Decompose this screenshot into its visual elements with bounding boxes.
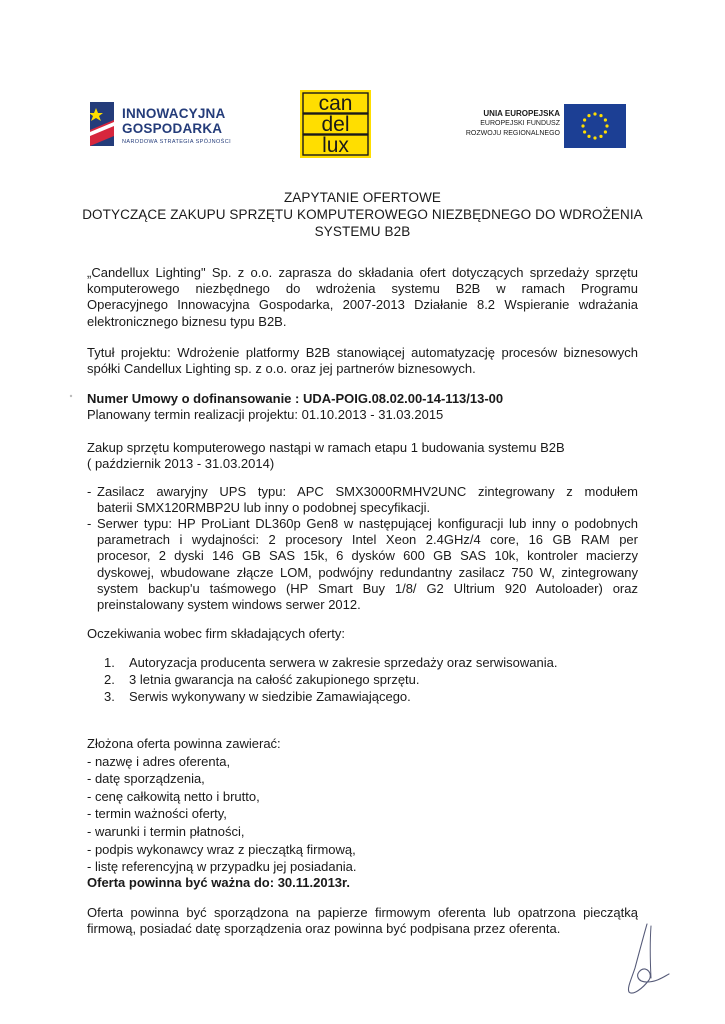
ig-line2: GOSPODARKA (122, 121, 223, 136)
innowacyjna-gospodarka-logo (90, 100, 270, 150)
expectation-num: 2. (104, 672, 115, 687)
title-line2: DOTYCZĄCE ZAKUPU SPRZĘTU KOMPUTEROWEGO NIEZBĘDNEGO DO WDROŻENIA (82, 207, 643, 222)
expectations-heading: Oczekiwania wobec firm składających oferty: (87, 626, 345, 641)
candellux-logo (300, 90, 371, 158)
equipment-item-server (87, 516, 638, 613)
candellux-row1: can (318, 92, 353, 115)
candellux-row3: lux (322, 134, 349, 157)
ue-line1: UNIA EUROPEJSKA (483, 109, 560, 118)
offer-item: - termin ważności oferty, (87, 806, 227, 822)
project-title-line: Tytuł projektu: Wdrożenie platformy B2B stanowiącej automatyzację procesów biznesowych (87, 345, 638, 360)
offer-item: - listę referencyjną w przypadku jej posiadania. (87, 859, 357, 875)
expectation-item (104, 654, 584, 671)
expectation-item (104, 688, 584, 705)
bullet-dash: - (87, 516, 92, 531)
purchase-line: ( październik 2013 - 31.03.2014) (87, 456, 275, 472)
item-line: Serwer typu: HP ProLiant DL360p Gen8 w następującej konfiguracji lub inny o podobnych (97, 516, 638, 531)
candellux-logo-mark (300, 90, 371, 158)
document-title (0, 189, 725, 240)
purchase-paragraph (87, 440, 638, 472)
item-line: system backup'u taśmowego (HP Smart Buy 1/8/ G2 Ultrium 920 Autoloader) oraz (97, 580, 638, 596)
title-line3: SYSTEMU B2B (314, 224, 411, 239)
eu-flag-icon (564, 104, 626, 148)
closing-line: firmową, posiadać datę sporządzenia oraz powinna być podpisana przez oferenta. (87, 921, 561, 937)
purchase-line: Zakup sprzętu komputerowego nastąpi w ramach etapu 1 budowania systemu B2B (87, 440, 565, 455)
item-line: baterii SMX120RMBP2U lub inny o podobnej specyfikacji. (97, 500, 431, 516)
ue-line3: ROZWOJU REGIONALNEGO (465, 130, 560, 137)
innowacyjna-flag-icon (90, 102, 114, 146)
item-line: preinstalowany system windows serwer 2012. (97, 597, 361, 613)
bullet-dash: - (87, 484, 92, 499)
intro-line: komputerowego niezbędnego do wdrożenia systemu B2B w ramach Programu (87, 281, 638, 297)
unia-europejska-logo (440, 104, 626, 148)
expectation-num: 1. (104, 655, 115, 670)
expectation-text: Serwis wykonywany w siedzibie Zamawiającego. (129, 689, 411, 704)
ig-line1: INNOWACYJNA (122, 106, 226, 121)
expectation-item (104, 671, 584, 688)
expectations-list (104, 654, 584, 705)
contract-term: Planowany termin realizacji projektu: 01.10.2013 - 31.03.2015 (87, 407, 444, 423)
ue-line2: EUROPEJSKI FUNDUSZ (480, 120, 560, 127)
expectation-text: Autoryzacja producenta serwera w zakresie sprzedaży oraz serwisowania. (129, 655, 558, 670)
handwritten-signature (617, 918, 672, 998)
intro-paragraph (87, 265, 638, 330)
expectation-num: 3. (104, 689, 115, 704)
project-title-paragraph (87, 345, 638, 377)
item-line: Zasilacz awaryjny UPS typu: APC SMX3000RMHV2UNC zintegrowany z modułem (97, 484, 638, 499)
title-line1: ZAPYTANIE OFERTOWE (283, 190, 442, 205)
expectation-text: 3 letnia gwarancja na całość zakupionego sprzętu. (129, 672, 420, 687)
offer-contents (87, 735, 638, 876)
offer-item: - warunki i termin płatności, (87, 823, 245, 839)
candellux-row2: del (321, 113, 350, 136)
offer-item: - cenę całkowitą netto i brutto, (87, 788, 260, 804)
contract-number: Numer Umowy o dofinansowanie : UDA-POIG.08.02.00-14-113/13-00 (87, 391, 504, 406)
offer-item: - datę sporządzenia, (87, 771, 205, 787)
closing-paragraph (87, 905, 638, 937)
offer-item: - nazwę i adres oferenta, (87, 753, 231, 769)
offer-item: - podpis wykonawcy wraz z pieczątką firmową, (87, 841, 356, 857)
intro-line: Operacyjnego Innowacyjna Gospodarka, 2007-2013 Działanie 8.2 Wspieranie wdrażania (87, 297, 638, 313)
intro-line: „Candellux Lighting" Sp. z o.o. zaprasza do składania ofert dotyczących sprzedaży sprzętu (87, 265, 638, 280)
closing-line: Oferta powinna być sporządzona na papierze firmowym oferenta lub opatrzona pieczątką (87, 905, 638, 920)
project-title-line: spółki Candellux Lighting sp. z o.o. oraz jej partnerów biznesowych. (87, 361, 476, 377)
item-line: procesor, 2 dyski 146 GB SAS 15k, 6 dysków 600 GB SAS 10k, kontroler macierzy (97, 548, 638, 564)
ig-line3: NARODOWA STRATEGIA SPÓJNOŚCI (122, 139, 231, 145)
scan-mark (68, 393, 74, 399)
intro-line: elektronicznego biznesu typu B2B. (87, 313, 287, 329)
item-line: dyskowej, wbudowane złącze LOM, podwójny redundantny zasilacz 750 W, zintegrowany (97, 564, 638, 580)
contract-paragraph (87, 391, 638, 423)
offer-heading: Złożona oferta powinna zawierać: (87, 736, 281, 751)
offer-validity: Oferta powinna być ważna do: 30.11.2013r. (87, 875, 350, 890)
item-line: parametrach i wydajności: 2 procesory Intel Xeon 2.4GHz/4 core, 16 GB RAM per (97, 532, 638, 548)
equipment-item-ups (87, 484, 638, 516)
